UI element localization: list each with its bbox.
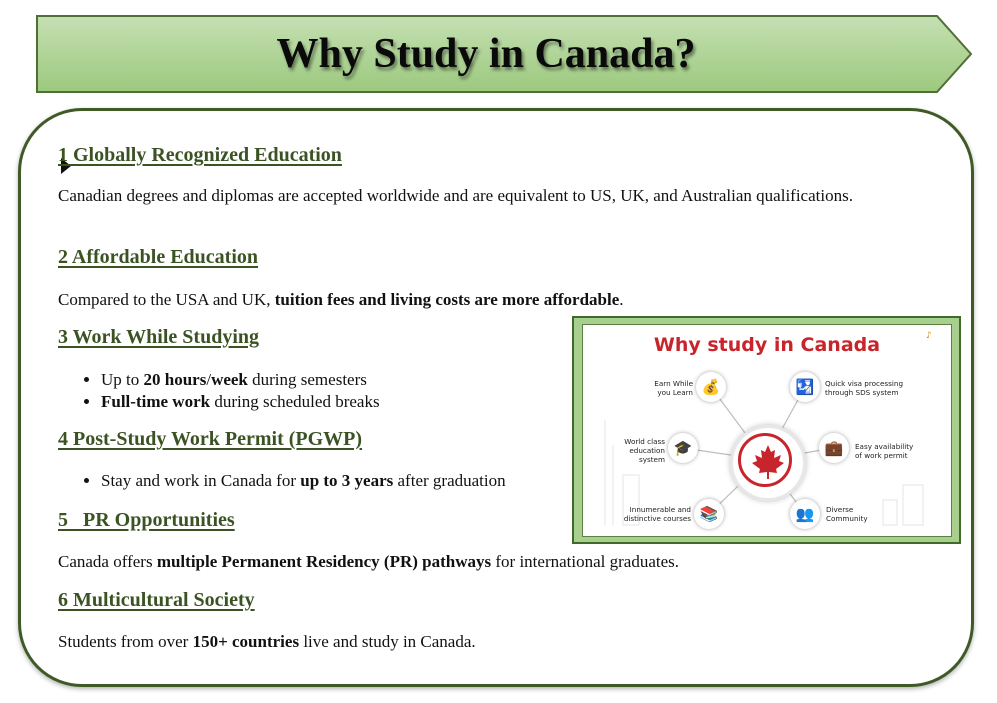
section-heading-pr: 5 PR Opportunities (58, 509, 235, 531)
section-heading-education: 1 Globally Recognized Education (58, 144, 342, 166)
section-heading-pgwp: 4 Post-Study Work Permit (PGWP) (58, 428, 363, 450)
infographic-frame (572, 316, 961, 544)
section-text-affordable: Compared to the USA and UK, tuition fees and living costs are more affordable. (58, 290, 624, 309)
section-text-pr: Canada offers multiple Permanent Residency (PR) pathways for international graduates. (58, 552, 679, 571)
section-heading-work: 3 Work While Studying (58, 326, 259, 348)
section-text-education: Canadian degrees and diplomas are accepted worldwide and are equivalent to US, UK, and Australian qualifications. (58, 186, 853, 205)
infographic-label-education: World class education system (624, 437, 665, 464)
list-item: • Full-time work during scheduled breaks (101, 391, 380, 413)
work-permit-icon: 💼 (819, 433, 849, 463)
community-icon: 👥 (790, 499, 820, 529)
infographic-label-visa: Quick visa processing through SDS system (825, 379, 904, 397)
infographic-label-community: Diverse Community (826, 505, 868, 523)
corner-mark: ♪ (926, 331, 932, 341)
list-item: • Stay and work in Canada for up to 3 years after graduation (101, 470, 506, 492)
section-heading-affordable: 2 Affordable Education (58, 246, 259, 268)
graduate-icon: 🎓 (668, 433, 698, 463)
maple-leaf-emblem (730, 425, 806, 501)
pgwp-bullet-list (58, 470, 506, 492)
list-item: • Up to 20 hours/week during semesters (101, 369, 380, 391)
infographic-label-courses: Innumerable and distinctive courses (623, 505, 691, 523)
page-title: Why Study in Canada? (276, 31, 696, 77)
infographic-label-permit: Easy availability of work permit (855, 442, 914, 460)
infographic-title: Why study in Canada (653, 334, 881, 356)
title-banner (36, 14, 974, 94)
money-plant-icon: 💰 (696, 372, 726, 402)
section-heading-multicultural: 6 Multicultural Society (58, 589, 255, 611)
infographic-image (582, 324, 952, 537)
section-text-multicultural: Students from over 150+ countries live and study in Canada. (58, 632, 476, 651)
maple-leaf-icon (748, 442, 788, 482)
work-bullet-list (58, 369, 380, 413)
infographic-label-earn: Earn While you Learn (654, 379, 693, 397)
courses-icon: 📚 (694, 499, 724, 529)
visa-icon: 🛂 (790, 372, 820, 402)
